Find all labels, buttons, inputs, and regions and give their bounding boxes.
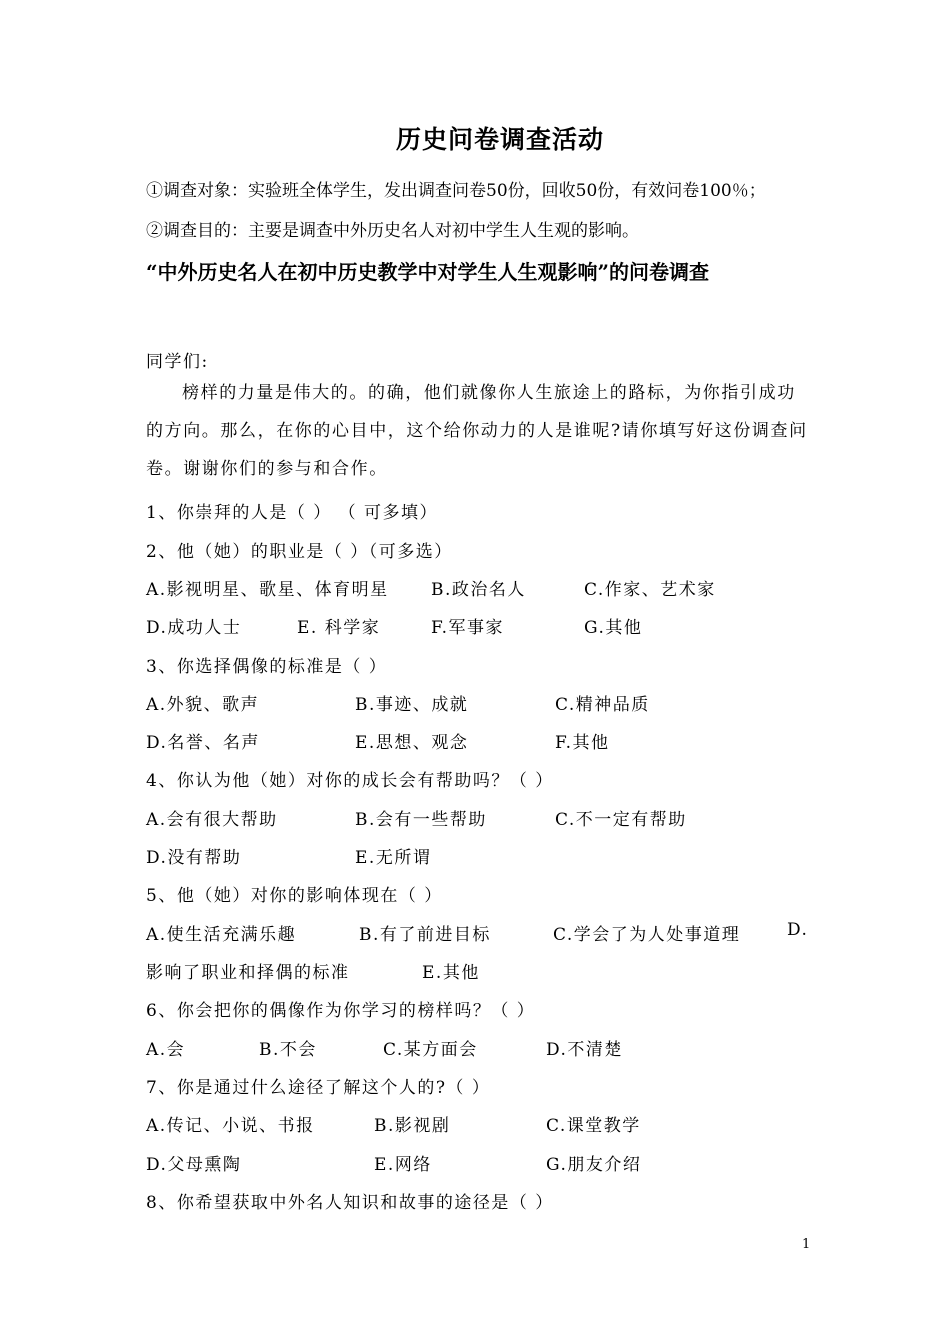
page-number: 1 — [802, 1237, 811, 1252]
q5-option-e: E.其他 — [422, 963, 480, 983]
question-4: 4、你认为他（她）对你的成长会有帮助吗？（ ） — [146, 771, 554, 791]
q6-option-d: D.不清楚 — [546, 1040, 623, 1060]
q4-option-a: A.会有很大帮助 — [146, 810, 278, 830]
q7-option-d: D.父母熏陶 — [146, 1155, 242, 1175]
q7-option-b: B.影视剧 — [374, 1116, 451, 1136]
q6-option-c: C.某方面会 — [383, 1040, 478, 1060]
question-1: 1、你崇拜的人是（ ） （ 可多填） — [146, 503, 439, 523]
q2-option-c: C.作家、艺术家 — [584, 580, 716, 600]
q2-option-a: A.影视明星、歌星、体育明星 — [146, 580, 389, 600]
question-3: 3、你选择偶像的标准是（ ） — [146, 657, 388, 677]
q5-option-c: C.学会了为人处事道理 — [553, 925, 741, 945]
q6-option-a: A.会 — [146, 1040, 186, 1060]
q3-option-a: A.外貌、歌声 — [146, 695, 260, 715]
document-title: 历史问卷调查活动 — [395, 125, 604, 154]
q4-option-e: E.无所谓 — [355, 848, 432, 868]
q4-option-d: D.没有帮助 — [146, 848, 242, 868]
greeting: 同学们: — [146, 352, 209, 372]
q3-option-f: F.其他 — [555, 733, 610, 753]
intro-paragraph: 榜样的力量是伟大的。的确，他们就像你人生旅途上的路标，为你指引成功的方向。那么，在你的心目中，这个给你动力的人是谁呢?请你填写好这份调查问卷。谢谢你们的参与和合作。 — [146, 383, 808, 479]
survey-purpose: ②调查目的：主要是调查中外历史名人对初中学生人生观的影响。 — [146, 221, 639, 241]
q2-option-d: D.成功人士 — [146, 618, 242, 638]
question-2: 2、他（她）的职业是（ ）（可多选） — [146, 542, 453, 562]
q7-option-e: E.网络 — [374, 1155, 432, 1175]
q5-option-d-continued: 影响了职业和择偶的标准 — [146, 963, 350, 983]
q5-option-b: B.有了前进目标 — [359, 925, 491, 945]
q5-option-a: A.使生活充满乐趣 — [146, 925, 297, 945]
questionnaire-subtitle: “中外历史名人在初中历史教学中对学生人生观影响”的问卷调查 — [146, 260, 710, 284]
q2-option-f: F.军事家 — [431, 618, 505, 638]
q2-option-e: E. 科学家 — [297, 618, 381, 638]
q4-option-b: B.会有一些帮助 — [355, 810, 487, 830]
q7-option-c: C.课堂教学 — [546, 1116, 641, 1136]
question-7: 7、你是通过什么途径了解这个人的?（ ） — [146, 1078, 491, 1098]
survey-target: ①调查对象：实验班全体学生，发出调查问卷50份，回收50份，有效问卷100％； — [146, 181, 766, 201]
q2-option-b: B.政治名人 — [431, 580, 526, 600]
q7-option-a: A.传记、小说、书报 — [146, 1116, 315, 1136]
question-6: 6、你会把你的偶像作为你学习的榜样吗？（ ） — [146, 1001, 536, 1021]
q3-option-c: C.精神品质 — [555, 695, 650, 715]
q2-option-g: G.其他 — [584, 618, 643, 638]
q6-option-b: B.不会 — [259, 1040, 317, 1060]
q7-option-g: G.朋友介绍 — [546, 1155, 642, 1175]
q3-option-b: B.事迹、成就 — [355, 695, 469, 715]
question-5: 5、他（她）对你的影响体现在（ ） — [146, 886, 443, 906]
q5-option-d: D. — [787, 920, 809, 940]
q3-option-e: E.思想、观念 — [355, 733, 469, 753]
q4-option-c: C.不一定有帮助 — [555, 810, 687, 830]
q3-option-d: D.名誉、名声 — [146, 733, 260, 753]
question-8: 8、你希望获取中外名人知识和故事的途径是（ ） — [146, 1193, 554, 1213]
